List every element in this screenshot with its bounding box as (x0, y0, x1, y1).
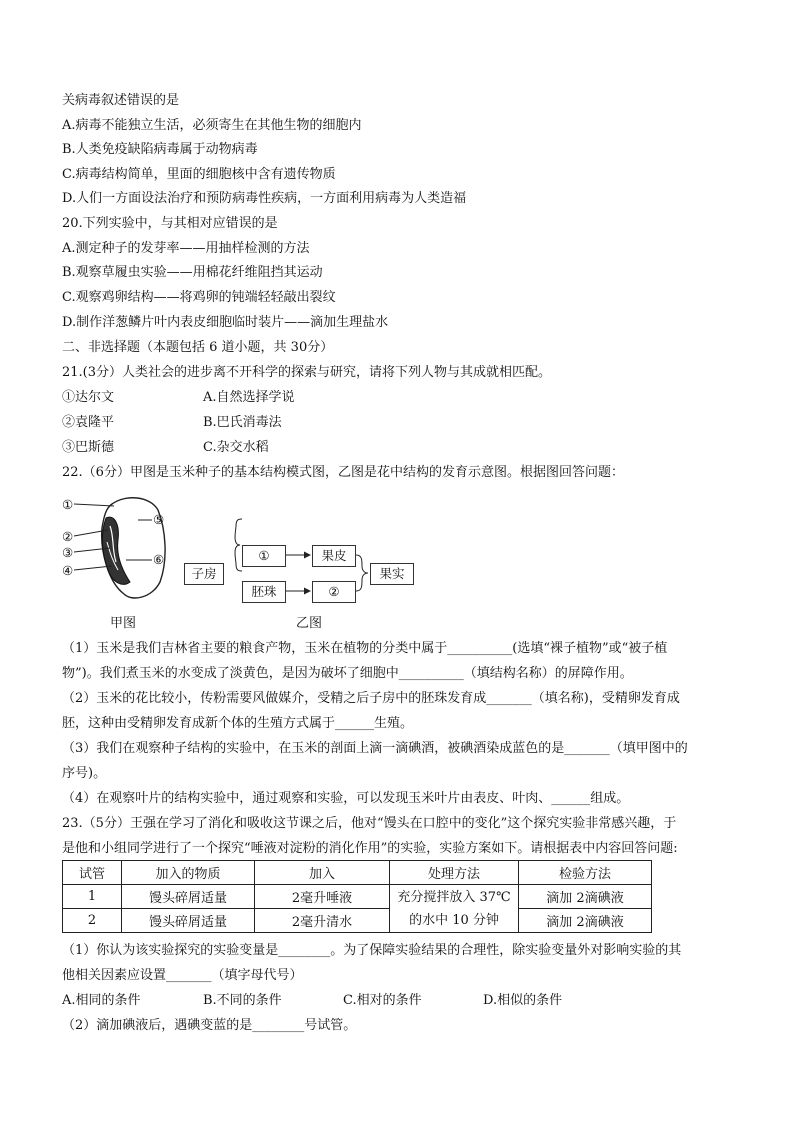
ovule-box: 胚珠 (242, 581, 286, 603)
q23-sub-1-line-2: 他相关因素应设置_______（填字母代号） (62, 968, 303, 983)
q22-sub-2-line-1: （2）玉米的花比较小，传粉需要风做媒介，受精之后子房中的胚珠发育成_______（填名称)，受精卵发育成 (62, 691, 680, 706)
q19-option-a: A.病毒不能独立生活，必须寄生在其他生物的细胞内 (62, 118, 362, 133)
ovary-box: 子房 (184, 563, 224, 585)
q22-sub-3-line-2: 序号)。 (62, 766, 107, 781)
q20-option-c: C.观察鸡卵结构——将鸡卵的钝端轻轻敲出裂纹 (62, 290, 336, 305)
table-cell: 1 (63, 885, 122, 909)
q20-stem: 20.下列实验中，与其相对应错误的是 (62, 216, 278, 231)
blank-2-box: ② (312, 581, 356, 603)
table-header: 加入 (255, 861, 390, 885)
table-header: 处理方法 (390, 861, 519, 885)
q20-option-a: A.测定种子的发芽率——用抽样检测的方法 (62, 241, 310, 256)
table-header-row (63, 861, 652, 885)
q20-option-d: D.制作洋葱鳞片叶内表皮细胞临时装片——滴加生理盐水 (62, 315, 389, 330)
process-line-1: 充分搅拌放入 37℃ (397, 889, 511, 905)
q22-sub-1-line-2: 物”)。我们煮玉米的水变成了淡黄色，是因为破坏了细胞中__________（填结构名称）的屏障作用。 (62, 666, 633, 681)
q21-achievement-c: C.杂交水稻 (203, 440, 269, 455)
q21-achievement-a: A.自然选择学说 (203, 390, 295, 405)
q19-option-b: B.人类免疫缺陷病毒属于动物病毒 (62, 142, 258, 157)
seed-label-6: ⑥ (153, 552, 165, 567)
table-row (63, 885, 652, 909)
q23-stem-line-2: 是他和小组同学进行了一个探究“唾液对淀粉的消化作用”的实验，实验方案如下。请根据表中内容回答问题: (62, 841, 678, 856)
blank-1-box: ① (242, 545, 286, 567)
pericarp-box: 果皮 (312, 545, 356, 567)
seed-label-4: ④ (62, 563, 74, 578)
fruit-box: 果实 (370, 563, 414, 585)
table-row (63, 909, 652, 933)
q20-option-b: B.观察草履虫实验——用棉花纤维阻挡其运动 (62, 265, 323, 280)
q23-option-b: B.不同的条件 (203, 993, 282, 1008)
q21-person-1: ①达尔文 (62, 390, 115, 405)
section-heading: 二、非选择题（本题包括 6 道小题，共 30分） (62, 340, 334, 355)
q23-sub-2: （2）滴加碘液后，遇碘变蓝的是________号试管。 (62, 1018, 357, 1033)
table-header: 检验方法 (519, 861, 652, 885)
table-header: 试管 (63, 861, 122, 885)
q22-stem: 22.（6分）甲图是玉米种子的基本结构模式图，乙图是花中结构的发育示意图。根据图回答问题： (62, 465, 624, 480)
table-cell: 滴加 2滴碘液 (519, 909, 652, 933)
q22-sub-4: （4）在观察叶片的结构实验中，通过观察和实验，可以发现玉米叶片由表皮、叶肉、______组成。 (62, 791, 630, 806)
q22-sub-2-line-2: 胚，这种由受精卵发育成新个体的生殖方式属于______生殖。 (62, 716, 414, 731)
seed-label-2: ② (62, 529, 74, 544)
seed-label-5: ⑤ (153, 512, 165, 527)
q21-person-3: ③巴斯德 (62, 440, 115, 455)
q19-option-d: D.人们一方面设法治疗和预防病毒性疾病，一方面利用病毒为人类造福 (62, 191, 467, 206)
table-cell: 馒头碎屑适量 (122, 909, 255, 933)
q19-option-c: C.病毒结构简单，里面的细胞核中含有遗传物质 (62, 167, 336, 182)
q22-sub-3-line-1: （3）我们在观察种子结构的实验中，在玉米的剖面上滴一滴碘酒，被碘酒染成蓝色的是_______（填甲图中的 (62, 741, 688, 756)
q22-sub-1-line-1: （1）玉米是我们吉林省主要的粮食产物，玉米在植物的分类中属于__________(选填“裸子植物”或“被子植 (62, 641, 668, 656)
q23-option-a: A.相同的条件 (62, 993, 141, 1008)
q21-achievement-b: B.巴氏消毒法 (203, 415, 282, 430)
seed-label-3: ③ (62, 545, 74, 560)
q21-person-2: ②袁隆平 (62, 415, 115, 430)
table-cell: 馒头碎屑适量 (122, 885, 255, 909)
q23-sub-1-line-1: （1）你认为该实验探究的实验变量是________。为了保障实验结果的合理性，除实验变量外对影响实验的其 (62, 943, 682, 958)
q21-stem: 21.(3分）人类社会的进步离不开科学的探索与研究，请将下列人物与其成就相匹配。 (62, 365, 552, 380)
table-merged-process-cell (390, 885, 519, 933)
table-cell: 2毫升唾液 (255, 885, 390, 909)
table-cell: 滴加 2滴碘液 (519, 885, 652, 909)
q23-option-c: C.相对的条件 (343, 993, 422, 1008)
q23-stem-line-1: 23.（5分）王强在学习了消化和吸收这节课之后，他对“馒头在口腔中的变化”这个探究实验非常感兴趣，于 (62, 816, 677, 831)
experiment-table (62, 860, 652, 933)
process-line-2: 的水中 10 分钟 (409, 912, 499, 928)
fig-jia-caption: 甲图 (110, 616, 137, 631)
fig-yi-caption: 乙图 (296, 616, 323, 631)
table-header: 加入的物质 (122, 861, 255, 885)
table-cell: 2毫升清水 (255, 909, 390, 933)
q19-stem: 关病毒叙述错误的是 (62, 93, 180, 108)
q23-option-d: D.相似的条件 (483, 993, 563, 1008)
seed-label-1: ① (62, 497, 74, 512)
q22-figures (60, 490, 440, 635)
table-cell: 2 (63, 909, 122, 933)
